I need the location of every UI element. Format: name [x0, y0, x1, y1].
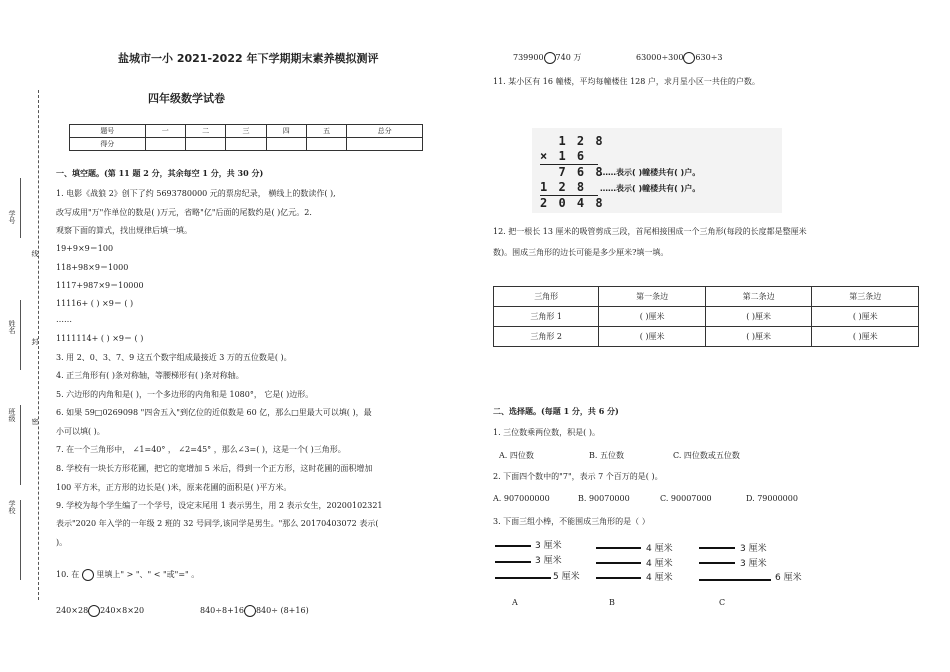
q2-ellipsis: …… — [56, 315, 72, 324]
tri-cell[interactable]: ( )厘米 — [812, 327, 919, 347]
side-label-seal: 封 — [31, 338, 39, 345]
stick — [596, 547, 641, 549]
section1-heading: 一、填空题。(第 11 题 2 分，其余每空 1 分，共 30 分) — [56, 168, 264, 178]
score-header: 总分 — [347, 125, 423, 138]
score-header: 四 — [266, 125, 306, 138]
q3-line: 3. 用 2、0、3、7、9 这五个数字组成最接近 3 万的五位数是( )。 — [56, 353, 292, 362]
tri-cell: 三角形 2 — [494, 327, 599, 347]
q10-compare-4 — [636, 52, 722, 64]
choice-option[interactable]: A. 四位数 — [499, 451, 534, 460]
stick-label: 4 厘米 — [646, 559, 673, 569]
score-cell[interactable] — [266, 138, 306, 151]
stick — [699, 579, 771, 581]
q9-line: 表示"2020 年入学的一年级 2 班的 32 号同学,该同学是男生。"那么 20170403072 表示( — [56, 519, 379, 528]
stick — [699, 562, 735, 564]
stick-label: 4 厘米 — [646, 544, 673, 554]
score-header: 一 — [145, 125, 185, 138]
q5-line: 5. 六边形的内角和是( )，一个多边形的内角和是 1080°， 它是( )边形。 — [56, 390, 314, 399]
score-cell[interactable] — [145, 138, 185, 151]
mult-note: ……表示( )幢楼共有( )户。 — [600, 168, 701, 177]
group-letter[interactable]: B — [609, 598, 615, 607]
tri-header: 第二条边 — [705, 287, 812, 307]
q9-line: 9. 学校为每个学生编了一个学号，设定末尾用 1 表示男生，用 2 表示女生，20200102321 — [56, 501, 383, 510]
score-table — [69, 124, 423, 151]
q8-line: 8. 学校有一块长方形花圃，把它的宽增加 5 米后，得到一个正方形，这时花圃的面积增加 — [56, 464, 373, 473]
mult-row: 7 6 8 — [540, 165, 605, 179]
q10-right: 740 万 — [555, 53, 582, 62]
stick-label: 4 厘米 — [646, 573, 673, 583]
q10-compare-1 — [56, 605, 144, 617]
choice-option[interactable]: C. 90007000 — [660, 494, 712, 503]
q8-line: 100 平方米，正方形的边长是( )米，原来花圃的面积是( )平方米。 — [56, 483, 292, 492]
score-cell[interactable] — [306, 138, 346, 151]
score-cell[interactable] — [226, 138, 266, 151]
exam-subtitle: 四年级数学试卷 — [148, 92, 225, 105]
q1-line: 1. 电影《战狼 2》创下了约 5693780000 元的票房纪录， 横线上的数读作( ), — [56, 189, 336, 198]
stick — [596, 562, 641, 564]
stick-label: 3 厘米 — [740, 544, 767, 554]
stick-label: 3 厘米 — [535, 556, 562, 566]
mult-row: 1 2 8 — [540, 134, 605, 148]
q10-left: 739900 — [513, 53, 544, 62]
score-cell[interactable] — [185, 138, 225, 151]
stick — [596, 577, 641, 579]
q12-text: 12. 把一根长 13 厘米的吸管剪成三段，首尾相接围成一个三角形(每段的长度都是整厘米 — [493, 227, 807, 236]
exam-title: 盐城市一小 2021-2022 年下学期期末素养模拟测评 — [118, 52, 379, 65]
choice-option[interactable]: D. 79000000 — [746, 494, 798, 503]
q10-compare-2 — [200, 605, 309, 617]
q10-right: 630÷3 — [695, 53, 723, 62]
q10-right: 240×8×20 — [100, 606, 145, 615]
stick-label: 6 厘米 — [775, 573, 802, 583]
q2-line: 观察下面的算式，找出规律后填一填。 — [56, 226, 192, 235]
tri-cell[interactable]: ( )厘米 — [705, 307, 812, 327]
tri-cell[interactable]: ( )厘米 — [599, 327, 706, 347]
choice-option[interactable]: B. 90070000 — [578, 494, 630, 503]
side-label-line: 线 — [31, 250, 39, 257]
q12-text: 数)。围成三角形的边长可能是多少厘米?填一填。 — [493, 248, 669, 257]
tri-header: 第三条边 — [812, 287, 919, 307]
compare-circle-icon[interactable] — [544, 52, 556, 64]
q9-line: )。 — [56, 538, 68, 547]
q10-prefix: 10. 在 — [56, 570, 80, 579]
q10-suffix: 里填上" > "、" < "或"=" 。 — [96, 570, 200, 579]
q10-compare-3 — [513, 52, 581, 64]
score-header: 三 — [226, 125, 266, 138]
stick-label: 3 厘米 — [740, 559, 767, 569]
score-row-label: 得分 — [70, 138, 146, 151]
side-label-school: 学校 — [8, 500, 16, 514]
score-header: 题号 — [70, 125, 146, 138]
tri-header: 三角形 — [494, 287, 599, 307]
class-rule — [20, 405, 21, 485]
tri-cell: 三角形 1 — [494, 307, 599, 327]
triangle-table — [493, 286, 919, 347]
q10-left: 63000÷300 — [636, 53, 684, 62]
score-header: 五 — [306, 125, 346, 138]
q10-left: 840÷8+16 — [200, 606, 244, 615]
stick — [495, 561, 531, 563]
compare-circle-icon[interactable] — [244, 605, 256, 617]
q10-left: 240×28 — [56, 606, 89, 615]
tri-cell[interactable]: ( )厘米 — [705, 327, 812, 347]
stick-label: 3 厘米 — [535, 541, 562, 551]
choice-q1: 1. 三位数乘两位数，积是( )。 — [493, 428, 600, 437]
school-rule — [20, 500, 21, 580]
score-header: 二 — [185, 125, 225, 138]
tri-cell[interactable]: ( )厘米 — [599, 307, 706, 327]
stick — [495, 577, 551, 579]
q6-line: 小可以填( )。 — [56, 427, 105, 436]
group-letter[interactable]: A — [512, 598, 518, 607]
side-label-secret: 密 — [31, 418, 39, 425]
tri-cell[interactable]: ( )厘米 — [812, 307, 919, 327]
tri-header: 第一条边 — [599, 287, 706, 307]
q2-eq: 118+98×9＝1000 — [56, 263, 129, 272]
mult-row: × 1 6 — [540, 149, 587, 163]
q2-eq: 1117+987×9＝10000 — [56, 281, 144, 290]
student-id-rule — [20, 178, 21, 238]
mult-row: 2 0 4 8 — [540, 196, 605, 210]
binding-dashed-line — [38, 90, 39, 600]
compare-circle-icon — [82, 569, 94, 581]
compare-circle-icon[interactable] — [683, 52, 695, 64]
choice-option[interactable]: C. 四位数或五位数 — [673, 451, 740, 460]
stick-label: 5 厘米 — [553, 572, 580, 582]
side-label-class: 班级 — [8, 408, 16, 422]
choice-option[interactable]: A. 907000000 — [493, 494, 550, 503]
multiplication-figure — [532, 128, 782, 213]
stick — [495, 545, 531, 547]
q2-eq: 11116+ ( ) ×9＝ ( ) — [56, 299, 134, 308]
compare-circle-icon[interactable] — [88, 605, 100, 617]
section2-heading: 二、选择题。(每题 1 分，共 6 分) — [493, 406, 619, 416]
q2-eq: 1111114+ ( ) ×9＝ ( ) — [56, 334, 144, 343]
stick — [699, 547, 735, 549]
mult-row: 1 2 8 — [540, 180, 587, 194]
name-rule — [20, 300, 21, 370]
choice-q2: 2. 下面四个数中的"7"，表示 7 个百万的是( )。 — [493, 472, 663, 481]
q10-right: 840÷ (8+16) — [255, 606, 309, 615]
side-label-name: 姓名 — [8, 320, 16, 334]
q6-line: 6. 如果 59□0269098 "四舍五入"到亿位的近似数是 60 亿，那么□里最大可以填( )，最 — [56, 408, 372, 417]
q4-line: 4. 正三角形有( )条对称轴，等腰梯形有( )条对称轴。 — [56, 371, 244, 380]
choice-q3: 3. 下面三组小棒，不能围成三角形的是（ ） — [493, 517, 650, 526]
group-letter[interactable]: C — [719, 598, 726, 607]
side-label-id: 学号 — [8, 210, 16, 224]
choice-option[interactable]: B. 五位数 — [589, 451, 624, 460]
q2-eq: 19+9×9＝100 — [56, 244, 114, 253]
mult-note: ……表示( )幢楼共有( )户。 — [600, 184, 701, 193]
q11-text: 11. 某小区有 16 幢楼，平均每幢楼住 128 户，求月星小区一共住的户数。 — [493, 77, 760, 86]
q10-line — [56, 569, 199, 581]
score-cell[interactable] — [347, 138, 423, 151]
q1-line: 改写成用"万"作单位的数是( )万元，省略"亿"后面的尾数约是( )亿元。2． — [56, 208, 318, 217]
q7-line: 7. 在一个三角形中， ∠1=40° ， ∠2=45° ，那么∠3=( )，这是一个( )三角形。 — [56, 445, 346, 454]
